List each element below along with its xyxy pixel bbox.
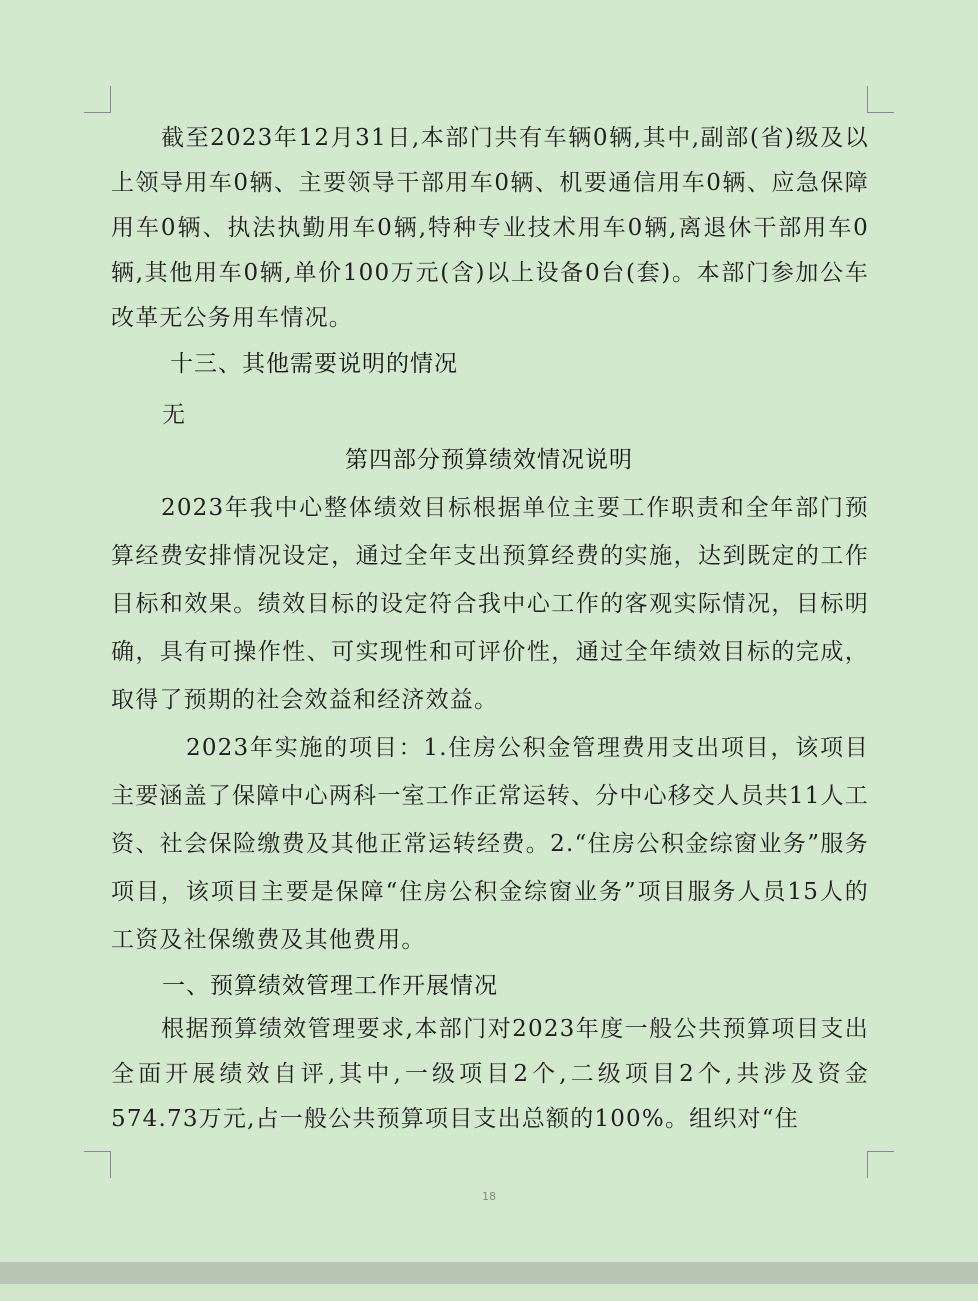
paragraph-goals: 2023年我中心整体绩效目标根据单位主要工作职责和全年部门预算经费安排情况设定，通过全年支出预算经费的实施，达到既定的工作目标和效果。绩效目标的设定符合我中心工作的客观实际情况，目标明确，具有可操作性、可实现性和可评价性，通过全年绩效目标的完成，取得了预期的社会效益和经济效益。 xyxy=(111,495,869,713)
section-heading-13: 十三、其他需要说明的情况 xyxy=(170,351,458,377)
crop-mark-bottom-right xyxy=(867,1151,894,1178)
paragraph-projects: 2023年实施的项目：1.住房公积金管理费用支出项目，该项目主要涵盖了保障中心两科一室工作正常运转、分中心移交人员共11人工资、社会保险缴费及其他正常运转经费。2.“住房公积金综窗业务”服务项目，该项目主要是保障“住房公积金综窗业务”项目服务人员15人的工资及社保缴费及其他费用。 xyxy=(111,735,869,953)
crop-mark-bottom-left xyxy=(84,1151,111,1178)
page-number: 18 xyxy=(482,1190,496,1203)
crop-mark-top-right xyxy=(867,86,894,113)
crop-mark-top-left xyxy=(84,86,111,113)
section-heading-1: 一、预算绩效管理工作开展情况 xyxy=(162,973,498,999)
next-page-edge xyxy=(0,1284,978,1301)
paragraph-management: 根据预算绩效管理要求,本部门对2023年度一般公共预算项目支出全面开展绩效自评,其中,一级项目2个,二级项目2个,共涉及资金574.73万元,占一般公共预算项目支出总额的100%。组织对“住 xyxy=(111,1016,869,1132)
none-text: 无 xyxy=(162,402,185,428)
page-gap-band xyxy=(0,1262,978,1284)
paragraph-vehicles: 截至2023年12月31日,本部门共有车辆0辆,其中,副部(省)级及以上领导用车0辆、主要领导干部用车0辆、机要通信用车0辆、应急保障用车0辆、执法执勤用车0辆,特种专业技术用车0辆,离退休干部用车0辆,其他用车0辆,单价100万元(含)以上设备0台(套)。本部门参加公车改革无公务用车情况。 xyxy=(111,125,869,331)
part4-title: 第四部分预算绩效情况说明 xyxy=(345,447,633,473)
